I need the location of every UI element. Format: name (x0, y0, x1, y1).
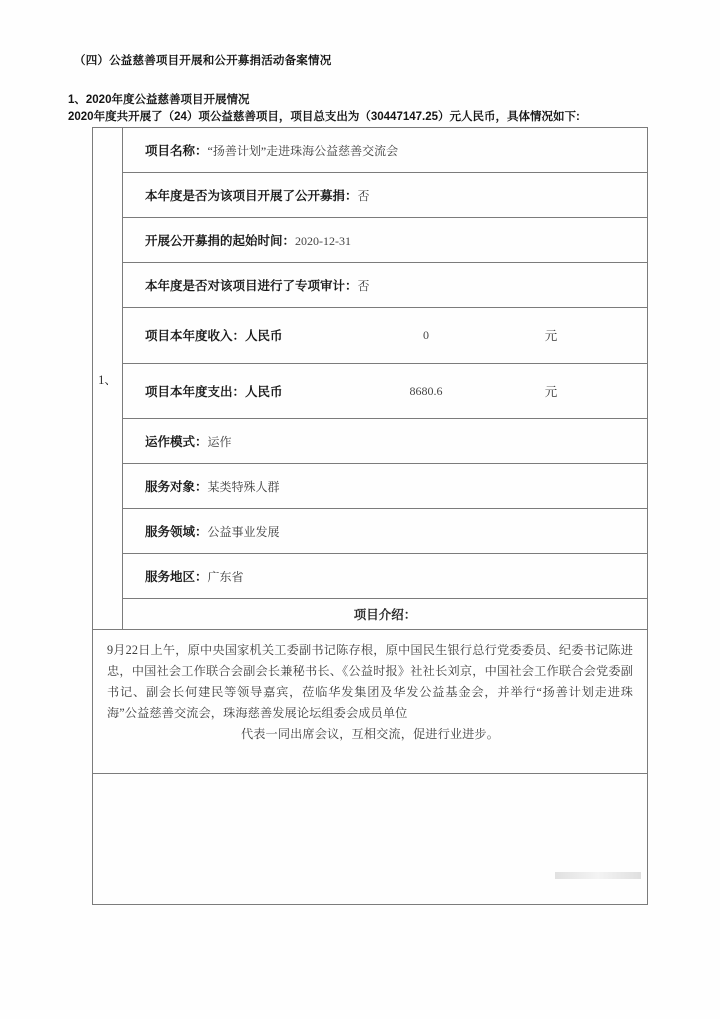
project-intro-paragraph-last-line: 代表一同出席会议，互相交流，促进行业进步。 (240, 727, 500, 742)
subsection-heading: 1、2020年度公益慈善项目开展情况 (68, 94, 250, 106)
fundraising-start-date-value: 2020-12-31 (295, 234, 352, 248)
special-audit-cell (123, 263, 648, 308)
project-intro-header-cell (123, 599, 648, 630)
service-field-cell (123, 509, 648, 554)
project-income-unit: 元 (544, 329, 558, 344)
project-table-wrapper (92, 127, 648, 905)
service-target-label: 服务对象： (145, 480, 208, 495)
service-region-value: 广东省 (207, 570, 244, 585)
special-audit-value: 否 (357, 279, 370, 293)
project-name-label: 项目名称： (145, 144, 208, 158)
table-row (93, 554, 648, 599)
service-region-cell (123, 554, 648, 599)
project-intro-body-cell (93, 630, 648, 774)
blank-continuation-cell (93, 774, 648, 905)
table-row (93, 419, 648, 464)
project-intro-paragraph: 9月22日上午，原中央国家机关工委副书记陈存根，原中国民生银行总行党委委员、纪委书记陈进忠，中国社会工作联合会副会长兼秘书长、《公益时报》社社长刘京，中国社会工作联合会党委副书记、副会长何建民等领导嘉宾，莅临华发集团及华发公益基金会，并举行“扬善计划走进珠海”公益慈善交流会，珠海慈善发展论坛组委会成员单位 (107, 643, 633, 721)
row-index-label: 1、 (98, 372, 117, 387)
public-fundraising-cell (123, 173, 648, 218)
project-expense-label: 项目本年度支出：人民币 (145, 385, 283, 400)
service-region-label: 服务地区： (145, 570, 208, 585)
table-row (93, 128, 648, 173)
operation-mode-value: 运作 (207, 435, 232, 450)
project-income-amount: 0 (423, 327, 429, 342)
table-row (93, 509, 648, 554)
table-row (93, 263, 648, 308)
table-row (93, 363, 648, 419)
project-expense-unit: 元 (544, 385, 558, 400)
table-row (93, 173, 648, 218)
section-heading-block (74, 52, 674, 68)
service-target-cell (123, 464, 648, 509)
project-income-cell (123, 308, 648, 364)
table-row (93, 464, 648, 509)
project-name-cell (123, 128, 648, 173)
project-income-row (123, 313, 647, 357)
table-row (93, 218, 648, 263)
public-fundraising-label: 本年度是否为该项目开展了公开募捐： (145, 189, 358, 203)
fundraising-start-date-cell (123, 218, 648, 263)
table-row (93, 308, 648, 364)
public-fundraising-value: 否 (357, 189, 370, 203)
special-audit-label: 本年度是否对该项目进行了专项审计： (145, 279, 358, 293)
fundraising-start-date-label: 开展公开募捐的起始时间： (145, 234, 296, 248)
project-intro-header-label: 项目介绍： (353, 608, 417, 623)
page-title: （四）公益慈善项目开展和公开募捐活动备案情况 (74, 55, 332, 67)
project-income-label: 项目本年度收入：人民币 (145, 329, 283, 344)
table-row (93, 774, 648, 905)
operation-mode-cell (123, 419, 648, 464)
row-index-cell (93, 128, 123, 630)
project-expense-row (123, 369, 647, 413)
project-detail-table (92, 127, 648, 905)
summary-line: 2020年度共开展了（24）项公益慈善项目，项目总支出为（30447147.25）元人民币，具体情况如下: (68, 111, 580, 123)
service-field-value: 公益事业发展 (207, 525, 280, 540)
table-row (93, 630, 648, 774)
table-row (93, 599, 648, 630)
project-expense-cell (123, 363, 648, 419)
service-field-label: 服务领域： (145, 525, 208, 540)
operation-mode-label: 运作模式： (145, 435, 208, 450)
project-name-value: “扬善计划”走进珠海公益慈善交流会 (207, 144, 399, 158)
service-target-value: 某类特殊人群 (207, 480, 280, 495)
project-expense-amount: 8680.6 (409, 383, 443, 398)
subheading-block (68, 93, 688, 125)
